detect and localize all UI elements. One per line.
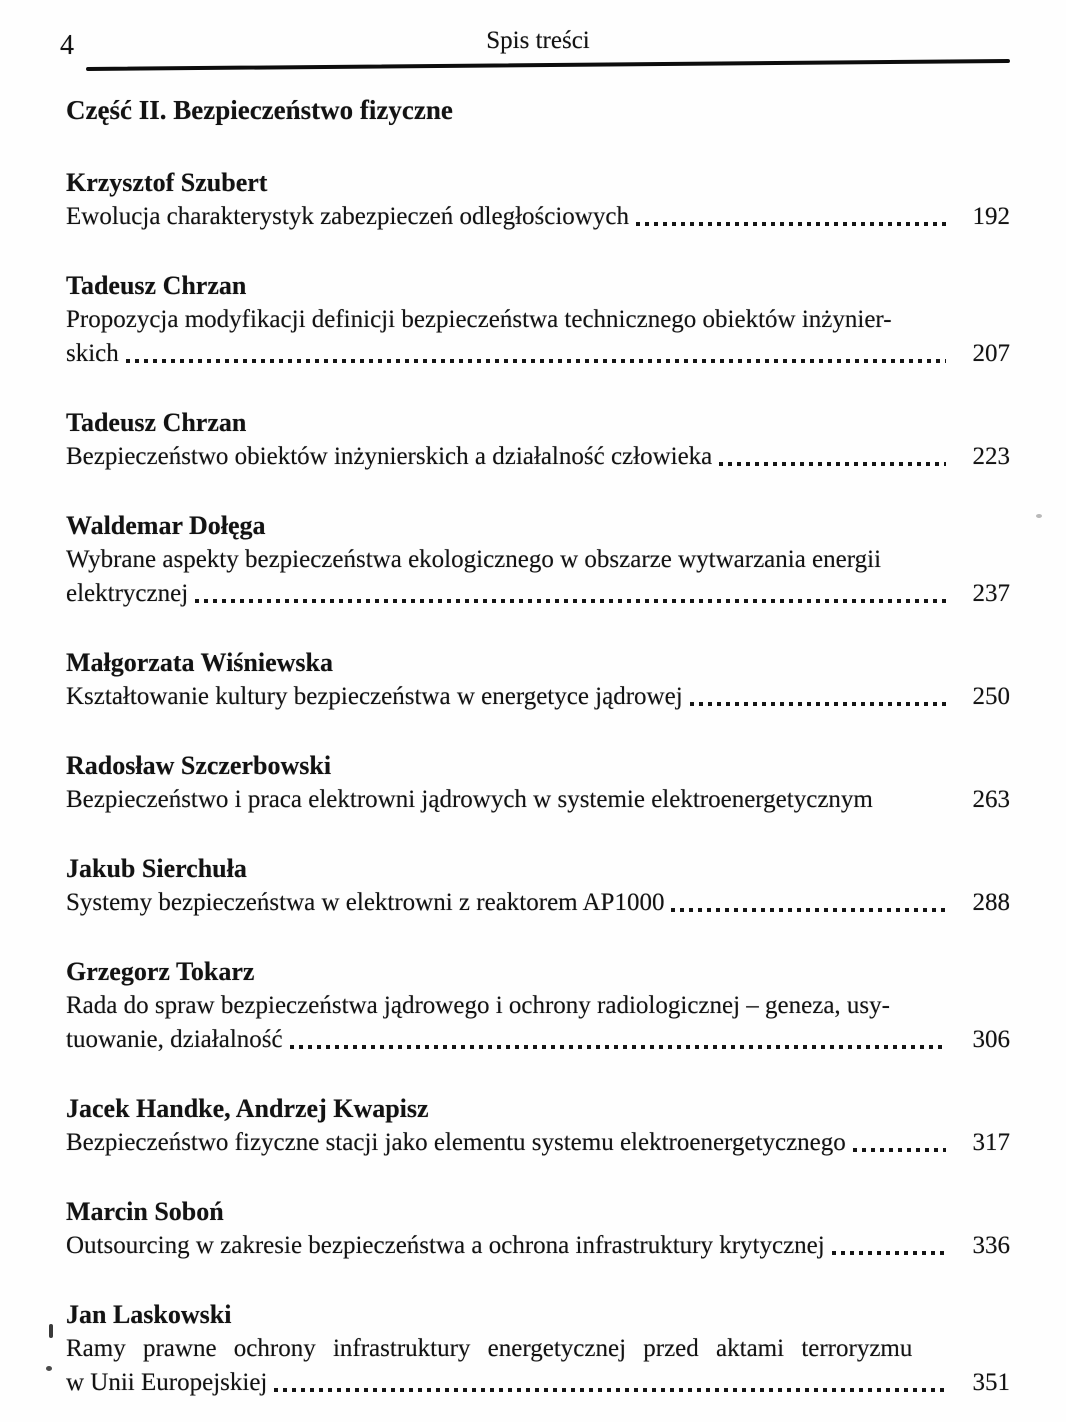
scan-artifact: [46, 1366, 52, 1371]
dot-leader: [290, 1045, 946, 1049]
entry-author: Jacek Handke, Andrzej Kwapisz: [66, 1094, 429, 1123]
dot-leader: [671, 908, 946, 912]
toc-entry: [66, 646, 1010, 714]
entry-page-number: 288: [972, 889, 1010, 916]
entry-author: Tadeusz Chrzan: [66, 271, 247, 300]
entry-page-number: 192: [972, 203, 1010, 230]
dot-leader: [719, 462, 946, 466]
entry-title-text: skich: [66, 340, 119, 367]
entry-title-line: Rada do spraw bezpieczeństwa jądrowego i ochrony radiologicznej – geneza, usy-: [66, 992, 890, 1019]
entry-title-text: Bezpieczeństwo fizyczne stacji jako elementu systemu elektroenergetycznego: [66, 1129, 846, 1156]
entry-page-number: 223: [972, 443, 1010, 470]
toc-entry: [66, 1298, 1010, 1400]
entry-page-number: 306: [972, 1026, 1010, 1053]
entry-title-line: Ramy prawne ochrony infrastruktury energetycznej przed aktami terroryzmu: [66, 1335, 913, 1362]
entry-title-text: Bezpieczeństwo obiektów inżynierskich a działalność człowieka: [66, 443, 713, 470]
scan-artifact: [1036, 514, 1042, 518]
entry-title-row: [66, 1366, 1010, 1400]
toc-entry: [66, 406, 1010, 474]
entry-title-row: [66, 1023, 1010, 1057]
entry-title-text: elektrycznej: [66, 580, 189, 607]
toc-entry: [66, 269, 1010, 371]
dot-leader: [126, 359, 946, 363]
entry-author: Tadeusz Chrzan: [66, 408, 247, 437]
entry-title-text: Ewolucja charakterystyk zabezpieczeń odległościowych: [66, 203, 629, 230]
running-header: Spis treści: [486, 27, 590, 54]
dot-leader: [853, 1148, 946, 1152]
entry-title-row: [66, 783, 1010, 817]
entry-page-number: 237: [972, 580, 1010, 607]
dot-leader: [636, 222, 946, 226]
entry-title-row: [66, 337, 1010, 371]
entry-title-line: Wybrane aspekty bezpieczeństwa ekologicznego w obszarze wytwarzania energii: [66, 546, 882, 573]
dot-leader: [690, 702, 946, 706]
toc-entry: [66, 1195, 1010, 1263]
entry-title-text: Systemy bezpieczeństwa w elektrowni z reaktorem AP1000: [66, 889, 665, 916]
entry-title-row: [66, 886, 1010, 920]
dot-leader: [195, 599, 946, 603]
entry-title-text: w Unii Europejskiej: [66, 1369, 268, 1396]
entry-title-text: Bezpieczeństwo i praca elektrowni jądrowych w systemie elektroenergetycznym: [66, 786, 873, 813]
entry-author: Marcin Soboń: [66, 1197, 224, 1226]
scan-artifact: [49, 1324, 53, 1338]
entry-page-number: 351: [972, 1369, 1010, 1396]
entry-author: Waldemar Dołęga: [66, 511, 266, 540]
header-rule: [86, 59, 1010, 71]
entry-page-number: 207: [972, 340, 1010, 367]
toc-entry: [66, 1092, 1010, 1160]
entry-title-row: [66, 1229, 1010, 1263]
entry-title-row: [66, 440, 1010, 474]
toc-entry: [66, 749, 1010, 817]
entry-page-number: 263: [972, 786, 1010, 813]
entry-page-number: 336: [972, 1232, 1010, 1259]
entry-author: Jakub Sierchuła: [66, 854, 247, 883]
entry-title-line: Propozycja modyfikacji definicji bezpieczeństwa technicznego obiektów inżynier-: [66, 306, 892, 333]
part-heading: Część II. Bezpieczeństwo fizyczne: [66, 95, 453, 125]
toc-entry: [66, 166, 1010, 234]
entry-title-row: [66, 1126, 1010, 1160]
entry-title-text: Kształtowanie kultury bezpieczeństwa w energetyce jądrowej: [66, 683, 683, 710]
entry-title-row: [66, 680, 1010, 714]
entry-author: Grzegorz Tokarz: [66, 957, 255, 986]
dot-leader: [274, 1388, 946, 1392]
dot-leader: [832, 1251, 946, 1255]
entry-author: Krzysztof Szubert: [66, 168, 268, 197]
entry-author: Radosław Szczerbowski: [66, 751, 332, 780]
entry-page-number: 250: [972, 683, 1010, 710]
entry-title-text: tuowanie, działalność: [66, 1026, 283, 1053]
entry-title-row: [66, 577, 1010, 611]
entry-title-text: Outsourcing w zakresie bezpieczeństwa a ochrona infrastruktury krytycznej: [66, 1232, 825, 1259]
toc-entry: [66, 955, 1010, 1057]
dot-leader: [880, 805, 946, 809]
toc-entry: [66, 852, 1010, 920]
entry-author: Jan Laskowski: [66, 1300, 232, 1329]
toc-content: [66, 94, 1010, 1422]
entry-page-number: 317: [972, 1129, 1010, 1156]
toc-entry: [66, 509, 1010, 611]
entry-author: Małgorzata Wiśniewska: [66, 648, 333, 677]
entry-title-row: [66, 200, 1010, 234]
page-number: 4: [60, 30, 74, 61]
toc-entries: [66, 166, 1010, 1400]
